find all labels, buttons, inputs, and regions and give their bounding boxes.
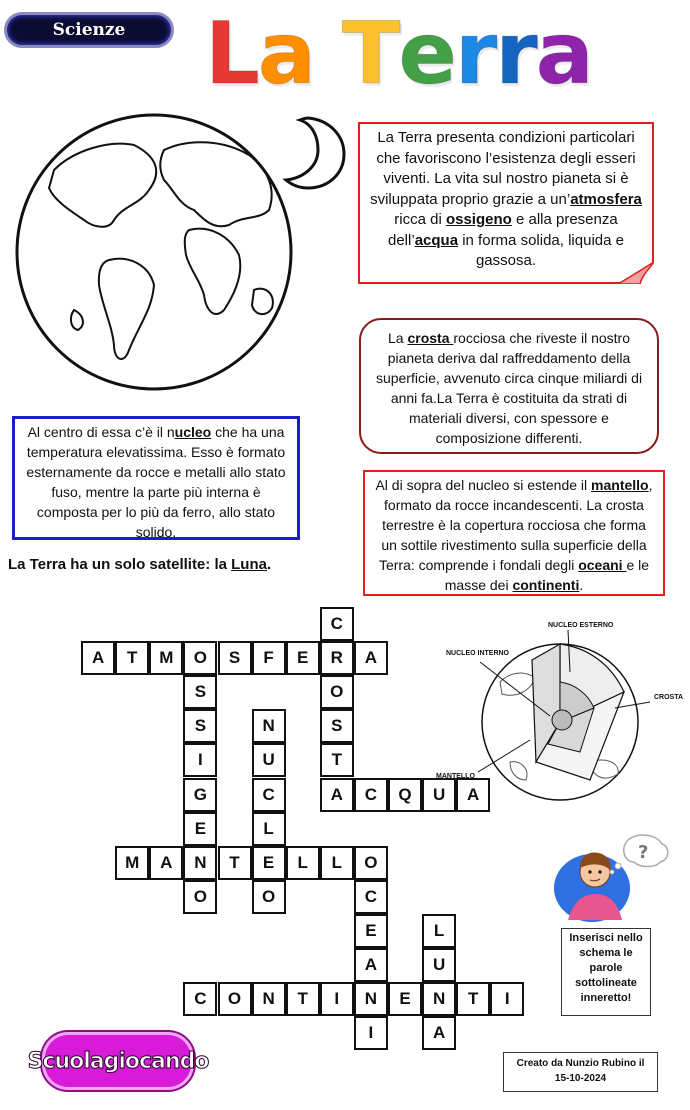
title-letter: r (495, 4, 536, 104)
crossword-cell[interactable]: O (218, 982, 252, 1016)
crust-text: La (387, 330, 408, 346)
crossword-cell[interactable]: E (183, 812, 217, 846)
earth-layers-diagram (440, 612, 690, 812)
page-title (205, 4, 592, 104)
core-text: che ha una temperatura elevatissima. Esso è formato esternamente da rocce e metalli allo stato fuso, mentre la parte più interna è composta per lo più da ferro, allo stato solido. (26, 424, 286, 540)
core-text: Al centro di essa c’è il n (27, 424, 175, 440)
crossword-cell[interactable]: T (218, 846, 252, 880)
crossword-cell[interactable]: U (422, 778, 456, 812)
keyword-oceani: oceani (578, 557, 627, 573)
crossword-cell[interactable]: T (115, 641, 149, 675)
label-mantle: MANTELLO (436, 773, 475, 780)
keyword-mantello: mantello (591, 477, 649, 493)
crust-text-box (359, 318, 659, 454)
crossword-cell[interactable]: I (183, 743, 217, 777)
crossword-cell[interactable]: E (354, 914, 388, 948)
mantle-text: Al di sopra del nucleo si estende il (375, 477, 592, 493)
title-letter: r (454, 4, 496, 104)
crossword-cell[interactable]: M (115, 846, 149, 880)
crossword-cell[interactable]: A (422, 1016, 456, 1050)
crossword-cell[interactable]: L (252, 812, 286, 846)
mantle-text: . (579, 577, 584, 593)
intro-text: ricca di (394, 211, 446, 228)
crossword-cell[interactable]: Q (388, 778, 422, 812)
satellite-text: . (266, 556, 272, 573)
author-credit (503, 1052, 658, 1092)
keyword-crosta: crosta (407, 330, 454, 346)
keyword-acqua: acqua (414, 231, 459, 249)
label-crust: CROSTA (654, 694, 684, 701)
mantle-text-box (363, 470, 665, 596)
crossword-cell[interactable]: L (422, 914, 456, 948)
mantle-text: , formato da rocce incandescenti. La crosta terrestre è la copertura rocciosa che forma un sottile rivestimento sulla superficie della Terra: comprende i fondali degli (378, 477, 653, 573)
title-letter: T (341, 4, 399, 104)
keyword-atmosfera: atmosfera (570, 190, 642, 208)
label-inner-core: NUCLEO INTERNO (446, 650, 509, 657)
crossword-cell[interactable]: C (320, 607, 354, 641)
crossword-cell[interactable]: A (354, 641, 388, 675)
crossword-cell[interactable]: S (320, 709, 354, 743)
moon-icon (278, 112, 350, 192)
crossword-cell[interactable]: C (354, 778, 388, 812)
crossword-cell[interactable]: I (354, 1016, 388, 1050)
credit-author: Creato da Nunzio Rubino il (516, 1058, 645, 1069)
title-letter: a (535, 4, 592, 104)
crossword-cell[interactable]: S (183, 675, 217, 709)
satellite-text: La Terra ha un solo satellite: la (8, 556, 232, 573)
crossword-cell[interactable]: R (320, 641, 354, 675)
intro-text-box (358, 122, 654, 284)
crossword-cell[interactable]: M (149, 641, 183, 675)
earth-globe-illustration (14, 110, 294, 395)
keyword-nucleo: ucleo (174, 424, 212, 440)
intro-text: e alla presenza dell’ (388, 211, 618, 249)
credit-date: 15-10-2024 (554, 1073, 607, 1084)
crossword-cell[interactable]: S (183, 709, 217, 743)
keyword-ossigeno: ossigeno (445, 211, 512, 228)
thinking-child-illustration (552, 832, 672, 924)
crossword-cell[interactable]: C (183, 982, 217, 1016)
crossword-cell[interactable]: C (354, 880, 388, 914)
crossword-cell[interactable]: E (286, 641, 320, 675)
title-letter: L (205, 4, 258, 104)
crossword-cell[interactable]: U (252, 743, 286, 777)
crossword-cell[interactable]: O (183, 880, 217, 914)
crossword-cell[interactable]: T (456, 982, 490, 1016)
crossword-cell[interactable]: G (183, 778, 217, 812)
crossword-cell[interactable]: T (286, 982, 320, 1016)
crossword-cell[interactable]: A (456, 778, 490, 812)
crossword-cell[interactable]: L (320, 846, 354, 880)
title-letter: a (257, 4, 314, 104)
crossword-cell[interactable]: T (320, 743, 354, 777)
intro-text: in forma solida, liquida e gassosa. (458, 231, 624, 269)
svg-text:?: ? (638, 842, 649, 863)
label-outer-core: NUCLEO ESTERNO (548, 622, 614, 629)
title-letter (314, 8, 342, 100)
subject-badge: Scienze (4, 12, 174, 48)
crossword-cell[interactable]: I (320, 982, 354, 1016)
crossword-cell[interactable]: N (252, 982, 286, 1016)
crossword-cell[interactable]: A (354, 948, 388, 982)
title-letter: e (398, 4, 455, 104)
intro-text: La Terra presenta condizioni particolari che favoriscono l’esistenza degli esseri viventi. La vita sul nostro pianeta si è sviluppata proprio grazie a un’ (370, 129, 636, 208)
page-curl-corner (618, 262, 654, 284)
crossword-cell[interactable]: F (252, 641, 286, 675)
satellite-sentence (8, 556, 271, 573)
keyword-continenti: continenti (512, 577, 580, 593)
crossword-cell[interactable]: E (252, 846, 286, 880)
crossword-cell[interactable]: O (354, 846, 388, 880)
crossword-cell[interactable]: O (320, 675, 354, 709)
crossword-cell[interactable]: O (252, 880, 286, 914)
crossword-cell[interactable]: C (252, 778, 286, 812)
keyword-luna: Luna (231, 556, 267, 573)
crossword-cell[interactable]: A (81, 641, 115, 675)
crossword-cell[interactable]: N (422, 982, 456, 1016)
crossword-cell[interactable]: U (422, 948, 456, 982)
crossword-cell[interactable]: N (252, 709, 286, 743)
crossword-cell[interactable]: N (354, 982, 388, 1016)
crossword-cell[interactable]: E (388, 982, 422, 1016)
crossword-cell[interactable]: S (218, 641, 252, 675)
crossword-cell[interactable]: L (286, 846, 320, 880)
crossword-cell[interactable]: N (183, 846, 217, 880)
core-text-box (12, 416, 300, 540)
crossword-cell[interactable]: O (183, 641, 217, 675)
crossword-cell[interactable]: A (320, 778, 354, 812)
site-logo: Scuolagiocando (42, 1032, 194, 1090)
crossword-cell[interactable]: I (490, 982, 524, 1016)
crust-text: rocciosa che riveste il nostro pianeta deriva dal raffreddamento della superficie, avvenuto circa cinque miliardi di anni fa.La Terra è costituita da strati di materiali diversi, con spessore e composizione differenti. (375, 330, 643, 446)
instruction-note: Inserisci nello schema le parole sottolineate inneretto! (561, 928, 651, 1016)
mantle-text: e le masse dei (444, 557, 650, 593)
crossword-cell[interactable]: A (149, 846, 183, 880)
